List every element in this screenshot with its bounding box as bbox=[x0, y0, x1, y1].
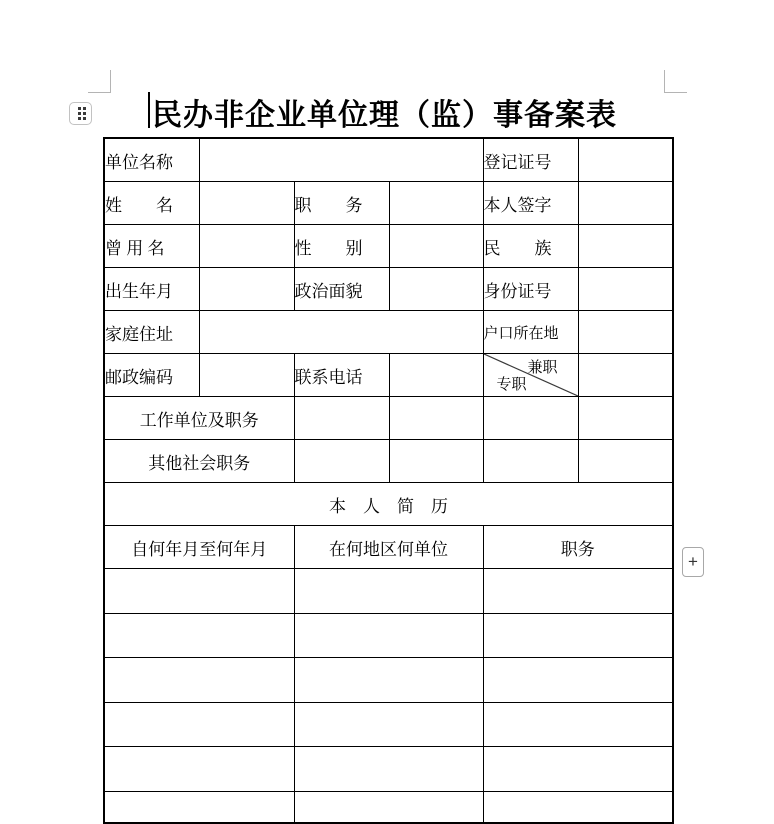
resume-position-cell[interactable] bbox=[483, 791, 673, 823]
fulltime-label: 专职 bbox=[496, 377, 527, 393]
work-unit-label: 工作单位及职务 bbox=[104, 397, 294, 440]
page-margin-mark-left-icon bbox=[88, 70, 111, 93]
row-work-unit bbox=[104, 397, 673, 440]
signature-value-cell[interactable] bbox=[578, 182, 673, 225]
parttime-label: 兼职 bbox=[527, 360, 558, 376]
registration-number-label: 登记证号 bbox=[483, 138, 578, 182]
signature-label: 本人签字 bbox=[483, 182, 578, 225]
row-other-positions bbox=[104, 440, 673, 483]
row-birth-date bbox=[104, 268, 673, 311]
gender-label: 性 别 bbox=[294, 225, 389, 268]
resume-position-cell[interactable] bbox=[483, 747, 673, 792]
resume-header-place: 在何地区何单位 bbox=[294, 526, 483, 569]
former-name-label: 曾 用 名 bbox=[104, 225, 199, 268]
row-postal-code bbox=[104, 354, 673, 397]
row-resume-section bbox=[104, 483, 673, 526]
work-unit-value-cell-4[interactable] bbox=[578, 397, 673, 440]
row-former-name bbox=[104, 225, 673, 268]
resume-place-cell[interactable] bbox=[294, 658, 483, 703]
resume-place-cell[interactable] bbox=[294, 702, 483, 747]
id-number-label: 身份证号 bbox=[483, 268, 578, 311]
resume-row-3 bbox=[104, 658, 673, 703]
former-name-value-cell[interactable] bbox=[199, 225, 294, 268]
political-status-label: 政治面貌 bbox=[294, 268, 389, 311]
resume-place-cell[interactable] bbox=[294, 569, 483, 614]
resume-section-title: 本 人 简 历 bbox=[104, 483, 673, 526]
other-positions-value-cell-4[interactable] bbox=[578, 440, 673, 483]
resume-position-cell[interactable] bbox=[483, 613, 673, 658]
text-cursor bbox=[148, 92, 150, 128]
resume-period-cell[interactable] bbox=[104, 658, 294, 703]
postal-code-label: 邮政编码 bbox=[104, 354, 199, 397]
parttime-fulltime-diagonal-cell bbox=[483, 354, 578, 397]
household-location-value-cell[interactable] bbox=[578, 311, 673, 354]
add-row-button[interactable]: + bbox=[682, 547, 704, 577]
position-label: 职 务 bbox=[294, 182, 389, 225]
resume-row-5 bbox=[104, 747, 673, 792]
resume-row-1 bbox=[104, 569, 673, 614]
name-label: 姓 名 bbox=[104, 182, 199, 225]
name-value-cell[interactable] bbox=[199, 182, 294, 225]
home-address-value-cell[interactable] bbox=[199, 311, 483, 354]
page-margin-mark-right-icon bbox=[664, 70, 687, 93]
registration-form-table bbox=[103, 137, 674, 824]
page-title: 民办非企业单位理（监）事备案表 bbox=[152, 99, 617, 132]
resume-row-6-partial bbox=[104, 791, 673, 823]
unit-name-label: 单位名称 bbox=[104, 138, 199, 182]
resume-period-cell[interactable] bbox=[104, 702, 294, 747]
work-unit-value-cell-2[interactable] bbox=[389, 397, 483, 440]
resume-position-cell[interactable] bbox=[483, 702, 673, 747]
parttime-fulltime-value-cell[interactable] bbox=[578, 354, 673, 397]
position-value-cell[interactable] bbox=[389, 182, 483, 225]
resume-position-cell[interactable] bbox=[483, 569, 673, 614]
phone-label: 联系电话 bbox=[294, 354, 389, 397]
resume-position-cell[interactable] bbox=[483, 658, 673, 703]
row-name bbox=[104, 182, 673, 225]
work-unit-value-cell-3[interactable] bbox=[483, 397, 578, 440]
resume-period-cell[interactable] bbox=[104, 613, 294, 658]
other-positions-value-cell-2[interactable] bbox=[389, 440, 483, 483]
resume-header-period: 自何年月至何年月 bbox=[104, 526, 294, 569]
row-unit-name bbox=[104, 138, 673, 182]
resume-row-4 bbox=[104, 702, 673, 747]
birth-date-label: 出生年月 bbox=[104, 268, 199, 311]
id-number-value-cell[interactable] bbox=[578, 268, 673, 311]
gender-value-cell[interactable] bbox=[389, 225, 483, 268]
household-location-label: 户口所在地 bbox=[483, 311, 578, 354]
political-status-value-cell[interactable] bbox=[389, 268, 483, 311]
row-resume-headers bbox=[104, 526, 673, 569]
postal-code-value-cell[interactable] bbox=[199, 354, 294, 397]
resume-header-position: 职务 bbox=[483, 526, 673, 569]
row-home-address bbox=[104, 311, 673, 354]
resume-row-2 bbox=[104, 613, 673, 658]
phone-value-cell[interactable] bbox=[389, 354, 483, 397]
resume-period-cell[interactable] bbox=[104, 747, 294, 792]
other-positions-value-cell-3[interactable] bbox=[483, 440, 578, 483]
resume-period-cell[interactable] bbox=[104, 569, 294, 614]
ethnicity-value-cell[interactable] bbox=[578, 225, 673, 268]
resume-place-cell[interactable] bbox=[294, 747, 483, 792]
resume-period-cell[interactable] bbox=[104, 791, 294, 823]
work-unit-value-cell-1[interactable] bbox=[294, 397, 389, 440]
birth-date-value-cell[interactable] bbox=[199, 268, 294, 311]
resume-place-cell[interactable] bbox=[294, 613, 483, 658]
home-address-label: 家庭住址 bbox=[104, 311, 199, 354]
table-move-handle-icon[interactable] bbox=[69, 102, 92, 125]
ethnicity-label: 民 族 bbox=[483, 225, 578, 268]
unit-name-value-cell[interactable] bbox=[199, 138, 483, 182]
grip-dots-icon bbox=[78, 107, 81, 110]
resume-place-cell[interactable] bbox=[294, 791, 483, 823]
other-positions-value-cell-1[interactable] bbox=[294, 440, 389, 483]
other-positions-label: 其他社会职务 bbox=[104, 440, 294, 483]
registration-number-value-cell[interactable] bbox=[578, 138, 673, 182]
